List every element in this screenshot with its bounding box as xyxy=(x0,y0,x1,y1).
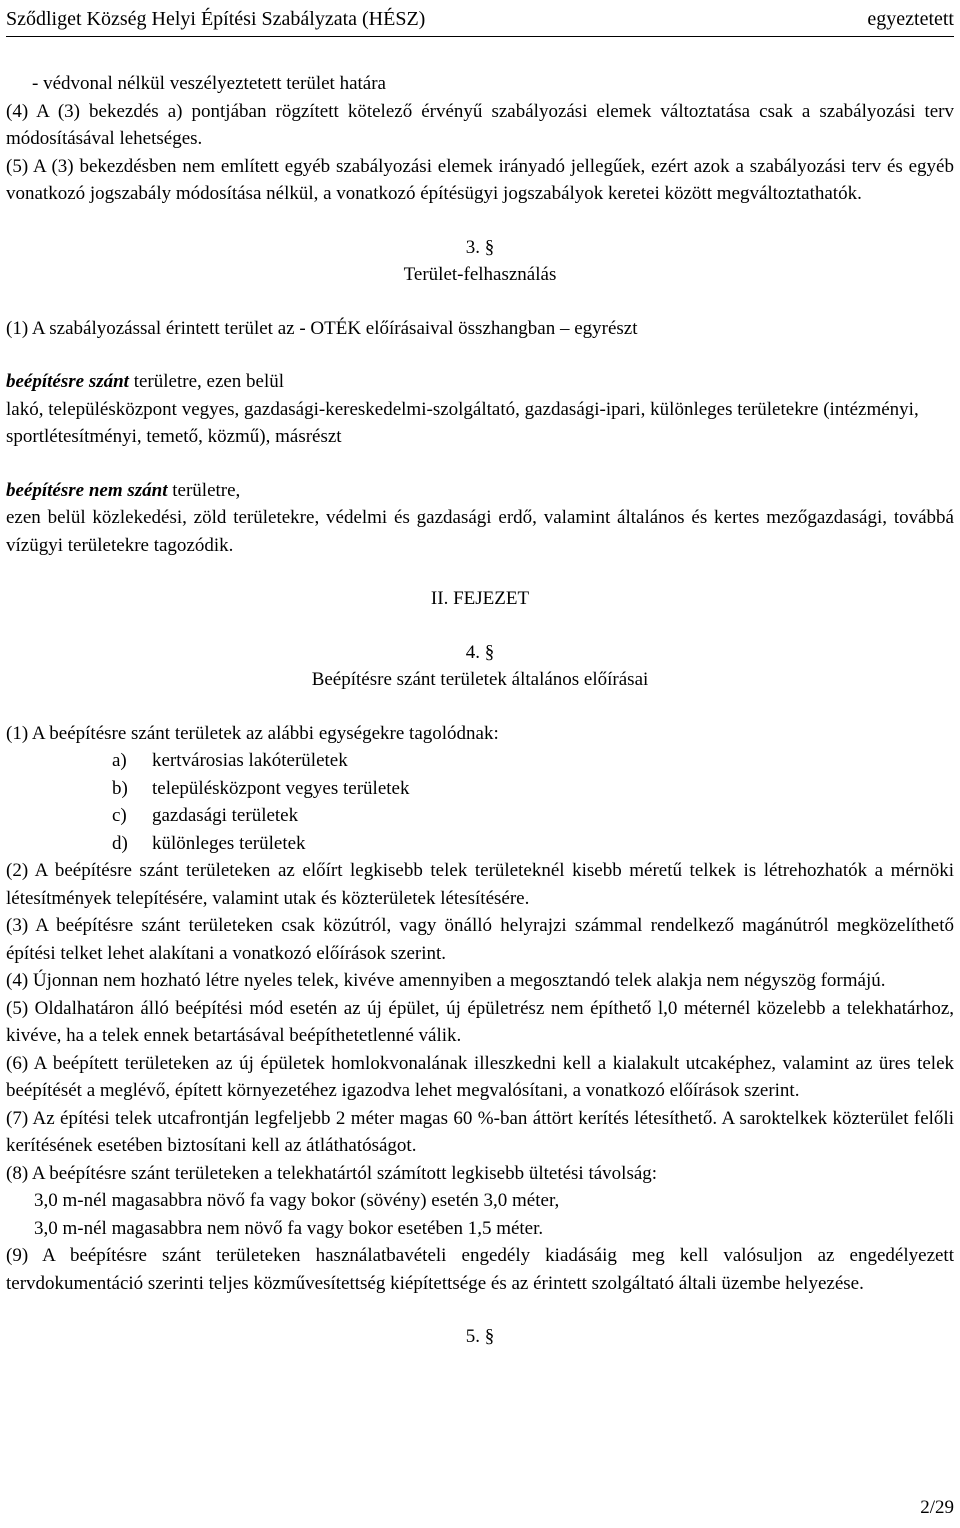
paragraph: (4) A (3) bekezdés a) pontjában rögzített kötelező érvényű szabályozási elemek változtatása csak a szabályozási terv módosításával lehetséges. xyxy=(6,100,954,149)
paragraph: ezen belül közlekedési, zöld területekre, védelmi és gazdasági erdő, valamint általános és kertes mezőgazdasági, továbbá vízügyi területekre tagozódik. xyxy=(6,507,954,556)
list-item: b) településközpont vegyes területek xyxy=(112,777,410,799)
paragraph: (5) Oldalhatáron álló beépítési mód esetén az új épület, új épületrész nem építhető l,0 méternél közelebb a telekhatárhoz, kivéve, ha a telek ennek betartásával beépíthetetlenné válik. xyxy=(6,997,954,1046)
section-title: Terület-felhasználás xyxy=(403,264,557,285)
document-status: egyeztetett xyxy=(867,8,954,30)
paragraph xyxy=(6,368,954,396)
paragraph: 3,0 m-nél magasabbra nem növő fa vagy bokor esetében 1,5 méter. xyxy=(34,1217,544,1239)
paragraph: (4) Újonnan nem hozható létre nyeles telek, kivéve amennyiben a megosztandó telek alakja nem négyszög formájú. xyxy=(6,970,886,991)
spacer xyxy=(6,289,954,315)
paragraph: (5) A (3) bekezdésben nem említett egyéb szabályozási elemek irányadó jellegűek, ezért azok a szabályozási terv és egyéb vonatkozó jogszabály módosítása nélkül, a vonatkozó építésügyi jogszabályok keretei között megváltoztathatók. xyxy=(6,155,954,204)
spacer xyxy=(6,1297,954,1323)
list-item: d) különleges területek xyxy=(112,832,306,854)
section-title: Beépítésre szánt területek általános előírásai xyxy=(311,669,649,690)
list-item: a) kertvárosias lakóterületek xyxy=(112,750,348,771)
section-number: 3. § xyxy=(465,236,495,258)
paragraph: lakó, településközpont vegyes, gazdasági-kereskedelmi-szolgáltató, gazdasági-ipari, különleges területekre (intézményi, sportlétesítményi, temető, közmű), másrészt xyxy=(6,398,919,447)
paragraph: (7) Az építési telek utcafrontján legfeljebb 2 méter magas 60 %-ban áttört kerítés létesíthető. A saroktelkek közterület felőli kerítésének esetében biztosítani kell az átláthatóságot. xyxy=(6,1107,954,1156)
spacer xyxy=(6,451,954,477)
text: területre, xyxy=(167,479,241,501)
document-title: Sződliget Község Helyi Építési Szabályzata (HÉSZ) xyxy=(6,8,426,30)
paragraph: - védvonal nélkül veszélyeztetett terület határa xyxy=(32,73,386,94)
emphasis: beépítésre szánt xyxy=(6,371,129,392)
emphasis: beépítésre nem szánt xyxy=(6,479,168,501)
document-body xyxy=(6,70,954,1351)
paragraph: 3,0 m-nél magasabbra növő fa vagy bokor (sövény) esetén 3,0 méter, xyxy=(34,1190,560,1211)
list-item: c) gazdasági területek xyxy=(112,805,299,826)
spacer xyxy=(6,208,954,234)
paragraph: (9) A beépítésre szánt területeken használatbavételi engedély kiadásáig meg kell valósuljon az engedélyezett tervdokumentáció szerinti teljes közművesítettség kiépítettsége és az érintett szolgáltató általi üzembe helyezése. xyxy=(6,1245,954,1294)
paragraph: (8) A beépítésre szánt területeken a telekhatártól számított legkisebb ültetési távolság: xyxy=(6,1162,658,1184)
section-number: 4. § xyxy=(465,641,495,663)
paragraph: (1) A szabályozással érintett terület az - OTÉK előírásaival összhangban – egyrészt xyxy=(6,317,638,339)
paragraph: (3) A beépítésre szánt területeken csak közútról, vagy önálló helyrajzi számmal rendelkező magánútról megközelíthető építési telket lehet alakítani a vonatkozó előírások szerint. xyxy=(6,915,954,964)
text: területre, ezen belül xyxy=(128,371,285,392)
page-header xyxy=(6,4,954,37)
paragraph: (1) A beépítésre szánt területek az alábbi egységekre tagolódnak: xyxy=(6,722,499,744)
spacer xyxy=(6,559,954,585)
spacer xyxy=(6,694,954,720)
section-number: 5. § xyxy=(465,1326,495,1347)
list xyxy=(6,747,954,857)
spacer xyxy=(6,613,954,639)
paragraph: (2) A beépítésre szánt területeken az előírt legkisebb telek területeknél kisebb méretű telkek is létrehozhatók a mérnöki létesítmények telepítésére, valamint utak és közterületek létesítésére. xyxy=(6,860,954,909)
page-number: 2/29 xyxy=(920,1497,954,1518)
paragraph: (6) A beépített területeken az új épületek homlokvonalának illeszkedni kell a kialakult utcaképhez, valamint az üres telek beépítését a meglévő, épített környezetéhez igazodva lehet megvalósítani, a vonatkozó előírások szerint. xyxy=(6,1052,954,1101)
chapter-heading: II. FEJEZET xyxy=(430,588,530,609)
spacer xyxy=(6,342,954,368)
paragraph xyxy=(6,477,954,505)
